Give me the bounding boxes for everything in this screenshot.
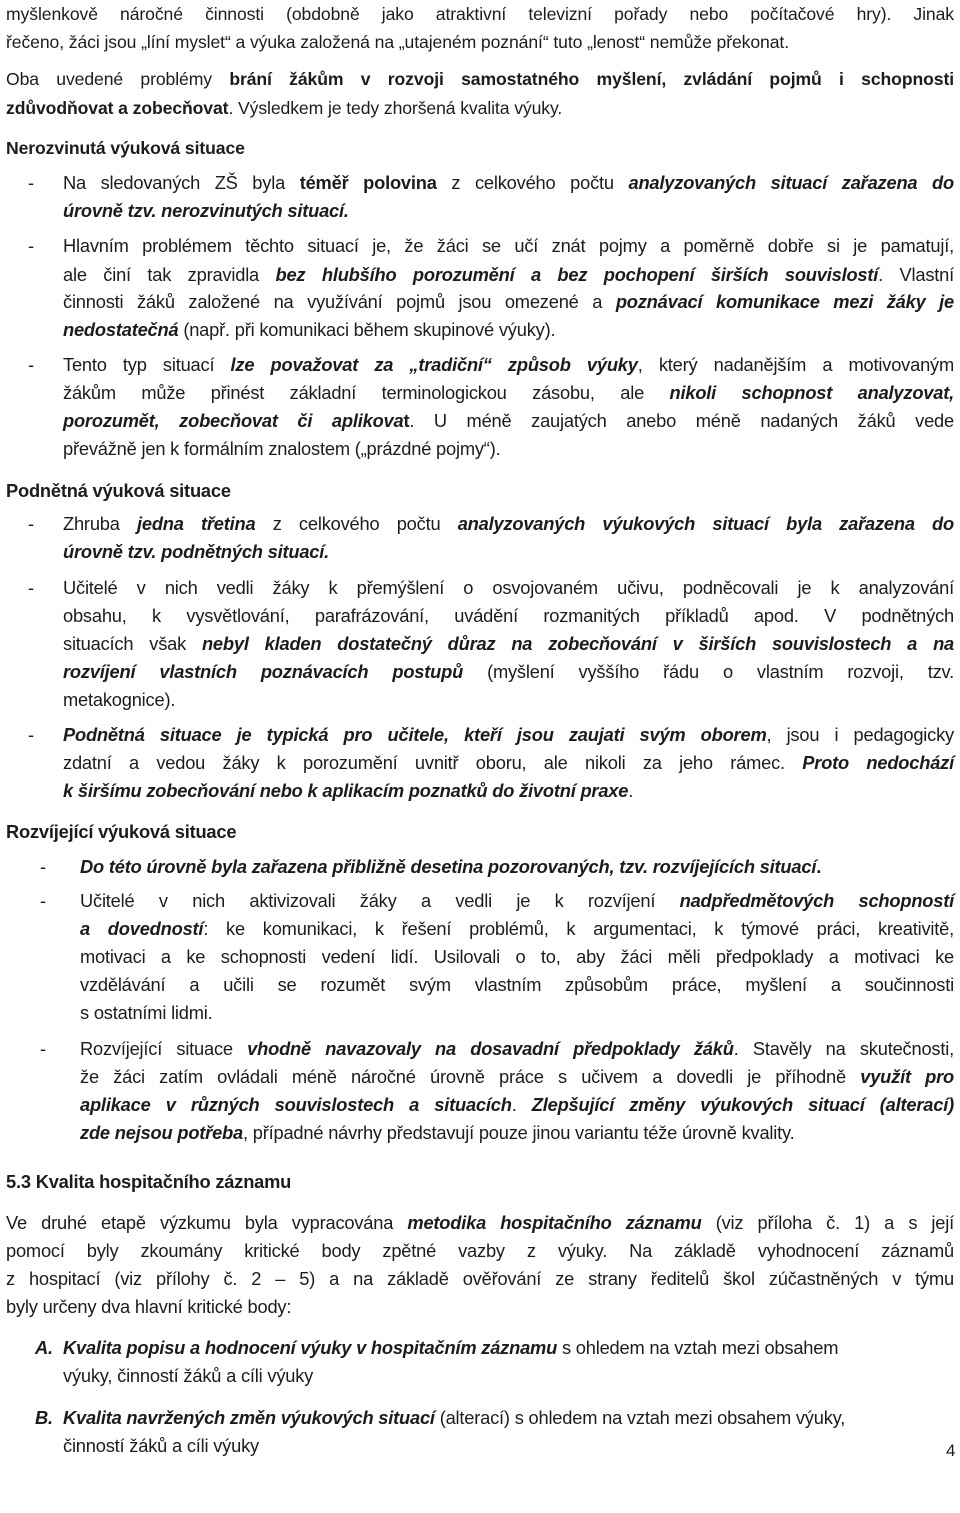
text-line [63,288,954,316]
text-run: Ve druhé etapě výzkumu byla vypracována [6,1212,408,1233]
text-run: myšlenkově náročné činnosti (obdobně jako atraktivní televizní pořady nebo počítačové hry). Jinak [6,4,954,24]
text-run: brání žákům v rozvoji samostatného myšlení, zvládání pojmů i schopnosti [229,69,954,89]
text-run: Proto nedochází [802,752,954,773]
text-line [63,379,954,407]
text-line [6,65,954,93]
text-run: vhodně navazovaly na dosavadní předpoklady žáků [247,1038,734,1059]
text-run: analyzovaných výukových situací byla zařazena do [457,513,954,534]
text-line [35,1334,954,1362]
text-run: že žáci zatím ovládali méně náročné úrovně práce s učivem a dovedli je příhodně [80,1066,861,1087]
list-bullet: - [40,856,46,877]
list-bullet: - [40,1038,46,1059]
text-run: : ke komunikaci, k řešení problémů, k argumentaci, k týmové práci, kreativitě, [203,918,954,939]
text-run: (např. při komunikaci během skupinové výuky). [178,319,556,340]
text-run: , případné návrhy představují pouze jinou variantu téže úrovně kvality. [242,1122,795,1143]
text-run: aplikace v různých souvislostech a situacích [80,1094,512,1115]
text-run: t [403,410,410,431]
text-run: (viz příloha č. 1) a s její [701,1212,955,1233]
text-run: . Výsledkem je tedy zhoršená kvalita výuky. [228,98,563,118]
text-line [63,407,954,435]
section-heading [6,134,506,162]
text-line [63,749,954,777]
text-line [80,999,954,1027]
list-bullet: - [28,724,34,745]
text-run: zde nejsou potřeba [80,1122,243,1143]
text-line [28,232,954,260]
text-run: bez hlubšího porozumění a bez pochopení širších souvislostí [275,264,879,285]
text-run: téměř polovina [299,172,437,193]
text-run: výuky, činností žáků a cíli výuky [63,1365,314,1386]
text-run: z celkového počtu [436,172,629,193]
text-run: žákům může přinést základní terminologickou zásobu, ale [63,382,670,403]
text-run: . [511,1094,532,1115]
text-line [6,1209,954,1237]
text-line [6,1237,954,1265]
text-line [40,887,954,915]
text-run: činnosti žáků založené na využívání pojmů jsou omezené a [63,291,616,312]
section-heading [6,818,506,846]
text-run: nedostatečná [63,319,179,340]
text-run: Podnětná situace je typická pro učitele, kteří jsou zaujati svým oborem [63,724,767,745]
text-run: pomocí byly zkoumány kritické body zpětné vazby z výuky. Na základě vyhodnocení záznamů [6,1240,954,1261]
text-run: Do této úrovně byla zařazena přibližně desetina pozorovaných, tzv. rozvíjejících situací [80,856,817,877]
text-line [63,1362,954,1390]
text-line [63,630,954,658]
text-run: převážně jen k formálním znalostem („prázdné pojmy“). [63,438,501,459]
text-run: z celkového počtu [255,513,458,534]
text-run: nadpředmětových schopností [679,890,954,911]
text-line [63,1432,954,1460]
text-run: , jsou i pedagogicky [766,724,954,745]
text-line [28,169,954,197]
text-run: obsahu, k vysvětlování, parafrázování, uvádění rozmanitých příkladů apod. V podnětných [63,605,954,626]
text-run: Učitelé v nich aktivizovali žáky a vedli je k rozvíjení [80,890,680,911]
text-run: Rozvíjející situace [80,1038,248,1059]
text-run: úrovně tzv. nerozvinutých situací. [63,200,349,221]
text-run: řečeno, žáci jsou „líní myslet“ a výuka založená na „utajeném poznání“ tuto „lenost“ nemůže překonat. [6,32,790,52]
text-run: metakognice). [63,689,176,710]
text-run: s ohledem na vztah mezi obsahem [557,1337,839,1358]
text-line [63,316,954,344]
text-run: lze považovat za „tradiční“ způsob výuky [230,354,638,375]
text-line [6,1293,954,1321]
text-line [63,435,954,463]
text-run: Podnětná výuková situace [6,480,231,501]
list-bullet: - [28,354,34,375]
text-line [40,1035,954,1063]
text-run: 5.3 Kvalita hospitačního záznamu [6,1171,292,1192]
text-line [80,1091,954,1119]
text-run: s ostatními lidmi. [80,1002,213,1023]
text-run: úrovně tzv. podnětných situací. [63,541,330,562]
text-line [63,261,954,289]
text-run: Hlavním problémem těchto situací je, že žáci se učí znát pojmy a poměrně dobře si je pamatují, [63,235,954,256]
text-run: analyzovaných situací zařazena do [628,172,954,193]
text-line [63,777,954,805]
text-run: Na sledovaných ZŠ byla [63,172,300,193]
text-run: využít pro [860,1066,954,1087]
list-marker: B. [35,1407,53,1428]
text-run: situacích však [63,633,202,654]
text-line [6,1265,954,1293]
text-run: Tento typ situací [63,354,231,375]
text-run: zdatní a vedou žáky k porozumění uvnitř oboru, ale nikoli za jeho rámec. [63,752,803,773]
text-run: Učitelé v nich vedli žáky k přemýšlení o osvojovaném učivu, podněcovali je k analyzování [63,577,954,598]
text-run: . U méně zaujatých anebo méně nadaných žáků vede [409,410,954,431]
text-line [28,721,954,749]
text-run: Oba uvedené problémy [6,69,230,89]
text-run: a dovedností [80,918,204,939]
text-run: (alterací) s ohledem na vztah mezi obsahem výuky, [434,1407,846,1428]
text-line [35,1404,954,1432]
text-line [63,602,954,630]
text-line [28,351,954,379]
text-run: . [816,856,822,877]
text-run: Kvalita navržených změn výukových situací [63,1407,435,1428]
list-bullet: - [28,513,34,534]
text-line [63,538,954,566]
text-run: vzdělávání a učili se rozumět svým vlastním způsobům práce, myšlení a součinnosti [80,974,954,995]
text-run: k širšímu zobecňování nebo k aplikacím poznatků do životní praxe [63,780,629,801]
text-run: Nerozvinutá výuková situace [6,138,245,158]
text-line [28,510,954,538]
text-run: ale činí tak zpravidla [63,264,276,285]
text-run: jedna třetina [136,513,256,534]
list-bullet: - [28,235,34,256]
text-line [6,94,696,122]
text-run: činností žáků a cíli výuky [63,1435,259,1456]
text-line [80,1119,954,1147]
text-run: . Vlastní [878,264,954,285]
text-line [80,1063,954,1091]
text-line [28,574,954,602]
text-line [63,686,954,714]
text-run: poznávací komunikace mezi žáky je [615,291,954,312]
text-run: porozumět, zobecňovat či aplikova [63,410,404,431]
text-line [63,197,954,225]
list-bullet: - [28,172,34,193]
text-line [40,853,954,881]
text-run: Rozvíjející výuková situace [6,821,237,842]
list-bullet: - [28,577,34,598]
text-run: Zlepšující změny výukových situací (alterací) [531,1094,954,1115]
text-run: byly určeny dva hlavní kritické body: [6,1296,292,1317]
text-line [80,943,954,971]
text-run: Zhruba [63,513,137,534]
text-line [63,658,954,686]
text-line [6,28,946,56]
section-heading [6,477,506,505]
text-line [80,971,954,999]
text-line [80,915,954,943]
text-run: rozvíjení vlastních poznávacích postupů [63,661,464,682]
text-run: nikoli schopnost analyzovat, [669,382,954,403]
list-marker: A. [35,1337,53,1358]
text-run: metodika hospitačního záznamu [407,1212,702,1233]
text-run: (myšlení vyššího řádu o vlastním rozvoji, tzv. [463,661,954,682]
text-run: , který nadanějším a motivovaným [637,354,954,375]
text-run: . Stavěly na skutečnosti, [733,1038,954,1059]
text-run: Kvalita popisu a hodnocení výuky v hospitačním záznamu [63,1337,558,1358]
text-run: zdůvodňovat a zobecňovat [6,98,229,118]
section-heading [6,1168,506,1196]
page-number: 4 [946,1441,956,1460]
list-bullet: - [40,890,46,911]
text-line [6,0,954,28]
text-run: nebyl kladen dostatečný důraz na zobecňování v širších souvislostech a na [201,633,954,654]
text-run: motivaci a ke schopnosti vedení lidí. Usilovali o to, aby žáci měli předpoklady a motivaci ke [80,946,954,967]
text-run: . [628,780,634,801]
text-run: z hospitací (viz přílohy č. 2 – 5) a na základě ověřování ze strany ředitelů škol zúčastněných v týmu [6,1268,954,1289]
